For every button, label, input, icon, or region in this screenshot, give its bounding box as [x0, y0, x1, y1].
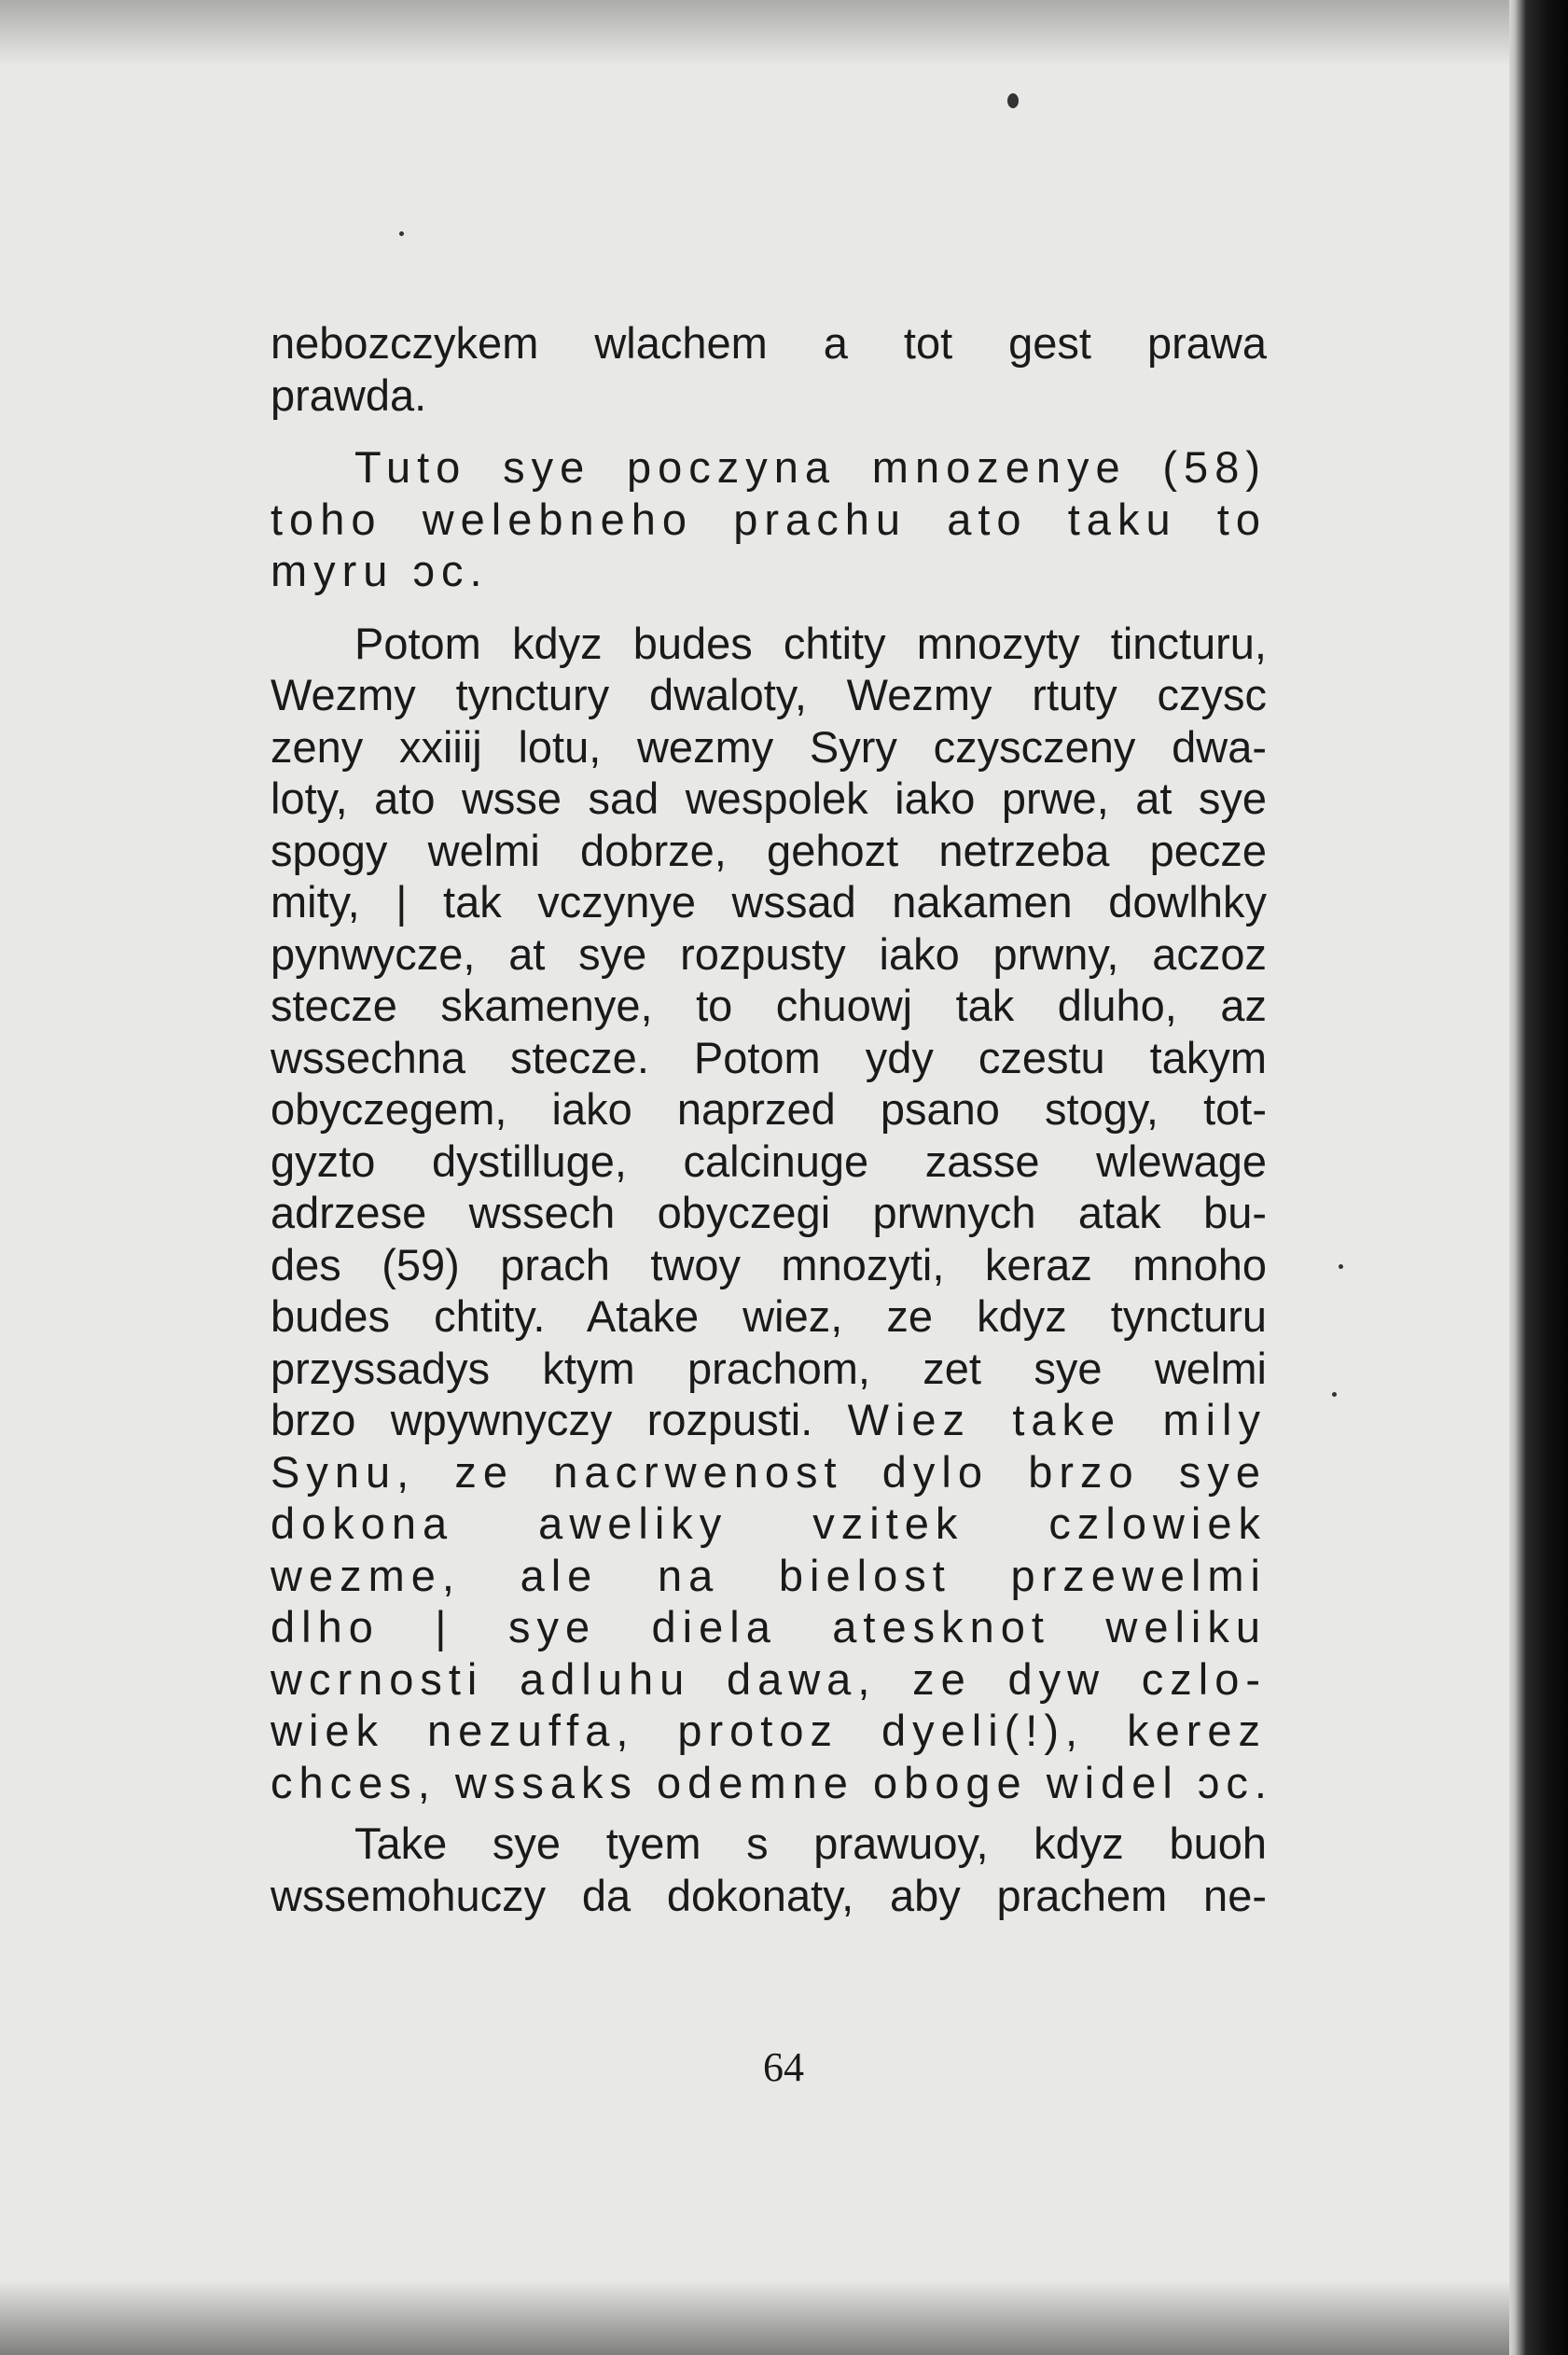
top-shadow	[0, 0, 1520, 65]
text-line: Take sye tyem s prawuoy, kdyz buoh	[354, 1819, 1267, 1868]
text-line: gyzto dystilluge, calcinuge zasse wlewage	[271, 1136, 1267, 1186]
text-line: zeny xxiiij lotu, wezmy Syry czysczeny dwa-	[271, 721, 1267, 772]
text-line: Wezmy tynctury dwaloty, Wezmy rtuty czysc	[271, 670, 1267, 719]
text-line: loty, ato wsse sad wespolek iako prwe, at sye	[271, 773, 1267, 823]
ink-speck	[1332, 1392, 1337, 1397]
text-fragment-spaced: Wiez take mily	[847, 1395, 1268, 1444]
text-line: budes chtity. Atake wiez, ze kdyz tyncturu	[271, 1291, 1267, 1341]
text-line: wssemohuczy da dokonaty, aby prachem ne-	[271, 1870, 1267, 1920]
text-line: adrzese wssech obyczegi prwnych atak bu-	[271, 1188, 1267, 1237]
paragraph-3	[271, 618, 1273, 1809]
text-line: prawda.	[271, 369, 427, 420]
text-line-mixed	[271, 1394, 1267, 1446]
text-line: Potom kdyz budes chtity mnozyty tincturu,	[354, 618, 1267, 668]
text-line: myru ɔc.	[271, 546, 489, 595]
text-line: pynwycze, at sye rozpusty iako prwny, aczoz	[271, 928, 1267, 979]
text-line: obyczegem, iako naprzed psano stogy, tot-	[271, 1084, 1267, 1134]
text-line: wcrnosti adluhu dawa, ze dyw czlo-	[271, 1653, 1267, 1704]
text-line: przyssadys ktym prachom, zet sye welmi	[271, 1343, 1267, 1393]
text-line: stecze skamenye, to chuowj tak dluho, az	[271, 981, 1267, 1030]
paragraph-2	[271, 441, 1267, 597]
text-line: wezme, ale na bielost przewelmi	[271, 1550, 1267, 1600]
text-line: toho welebneho prachu ato taku to	[271, 494, 1267, 544]
text-line: spogy welmi dobrze, gehozt netrzeba pecze	[271, 825, 1267, 875]
text-line: mity, | tak vczynye wssad nakamen dowlhky	[271, 877, 1267, 927]
ink-speck	[1007, 93, 1019, 108]
bottom-shadow	[0, 2280, 1520, 2355]
ink-speck	[1339, 1264, 1343, 1269]
text-line: Synu, ze nacrwenost dylo brzo sye	[271, 1446, 1267, 1497]
text-line: dokona aweliky vzitek czlowiek	[271, 1498, 1267, 1548]
page-edge-shadow	[1509, 0, 1568, 2355]
text-line: nebozczykem wlachem a tot gest prawa	[271, 318, 1267, 368]
text-line: dlho | sye diela atesknot weliku	[271, 1602, 1267, 1651]
ink-speck	[399, 231, 404, 236]
paragraph-1	[271, 317, 1267, 421]
text-line: Tuto sye poczyna mnozenye (58)	[354, 442, 1267, 492]
paragraph-4	[271, 1818, 1267, 1921]
body-text	[271, 317, 1273, 1921]
text-line: des (59) prach twoy mnozyti, keraz mnoho	[271, 1239, 1267, 1289]
page-number: 64	[763, 2044, 804, 2090]
text-line: chces, wssaks odemne oboge widel ɔc.	[271, 1757, 1273, 1807]
text-line: wssechna stecze. Potom ydy czestu takym	[271, 1032, 1267, 1082]
text-fragment: brzo wpywnyczy rozpusti.	[271, 1395, 813, 1444]
text-line: wiek nezuffa, protoz dyeli(!), kerez	[271, 1706, 1267, 1755]
